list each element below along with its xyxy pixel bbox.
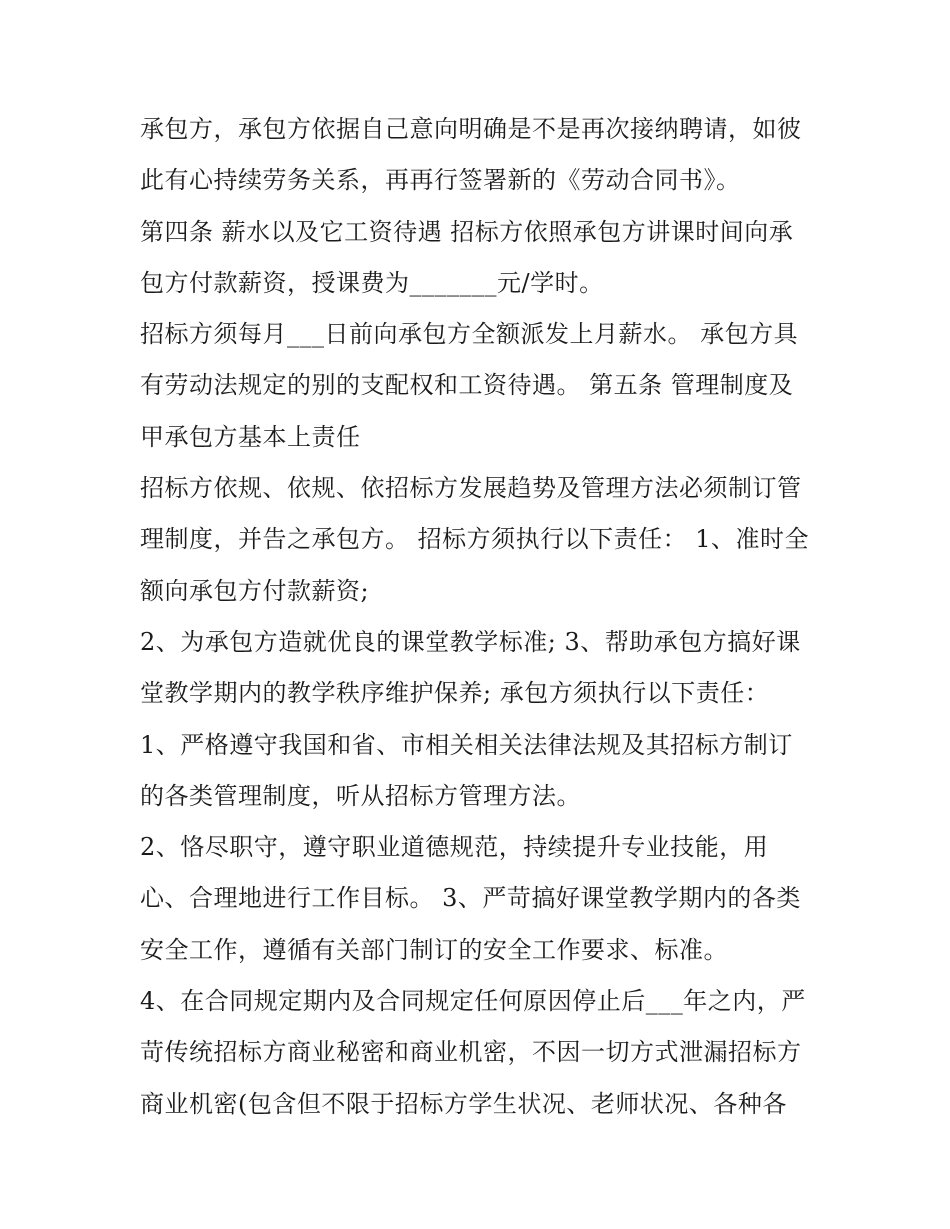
text-line: 理制度，并告之承包方。 招标方须执行以下责任： 1、准时全 [140,525,810,554]
text-line: 心、合理地进行工作目标。 3、严苛搞好课堂教学期内的各类 [140,884,801,913]
text-line: 第四条 薪水以及它工资待遇 招标方依照承包方讲课时间向承 [140,217,794,246]
text-line: 苛传统招标方商业秘密和商业机密，不因一切方式泄漏招标方 [140,1038,802,1067]
text-line: 有劳动法规定的别的支配权和工资待遇。 第五条 管理制度及 [140,371,794,400]
text-line: 1、严格遵守我国和省、市相关相关法律法规及其招标方制订 [140,730,793,759]
text-line: 承包方，承包方依据自己意向明确是不是再次接纳聘请，如彼 [140,115,802,143]
text-line: 的各类管理制度，听从招标方管理方法。 [140,781,581,810]
text-line: 此有心持续劳务关系，再再行签署新的《劳动合同书》。 [140,166,741,195]
text-line: 包方付款薪资，授课费为_______元/学时。 [140,268,604,297]
text-line: 商业机密(包含但不限于招标方学生状况、老师状况、各种各 [140,1089,787,1118]
text-line: 堂教学期内的教学秩序维护保养; 承包方须执行以下责任： [140,679,770,708]
document-body [140,104,820,1130]
text-line: 安全工作，遵循有关部门制订的安全工作要求、标准。 [140,935,728,964]
text-line: 4、在合同规定期内及合同规定任何原因停止后___年之内，严 [140,987,806,1016]
text-line: 招标方须每月___日前向承包方全额派发上月薪水。 承包方具 [140,320,799,349]
text-line: 2、恪尽职守，遵守职业道德规范，持续提升专业技能，用 [140,833,769,862]
text-line: 招标方依规、依规、依招标方发展趋势及管理方法必须制订管 [140,474,802,503]
text-line: 甲承包方基本上责任 [140,422,361,451]
text-line: 额向承包方付款薪资; [140,576,370,605]
text-line: 2、为承包方造就优良的课堂教学标准; 3、帮助承包方搞好课 [140,627,801,656]
